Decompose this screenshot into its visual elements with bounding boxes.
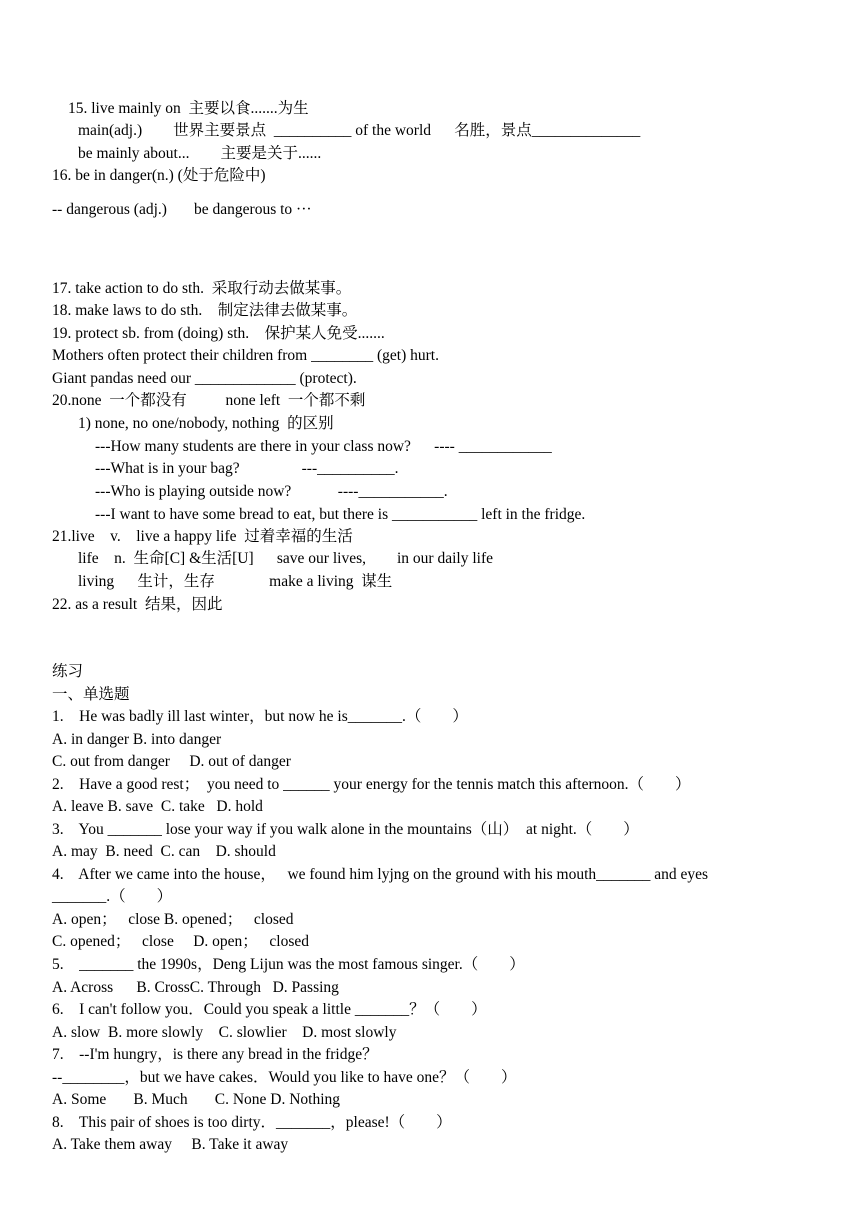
note-15-main: main(adj.) 世界主要景点 __________ of the world 名胜，景点______________ <box>78 122 641 139</box>
note-17: 17. take action to do sth. 采取行动去做某事。 <box>52 280 352 297</box>
question-1: 1. He was badly ill last winter，but now he is_______.（ ） <box>52 708 468 725</box>
note-20-question-1: ---How many students are there in your class now? ---- ____________ <box>95 438 552 455</box>
question-4-options-ab: A. open； close B. opened； closed <box>52 911 294 928</box>
question-7-continued: --________，but we have cakes．Would you like to have one？（ ） <box>52 1069 517 1086</box>
note-20: 20.none 一个都没有 none left 一个都不剩 <box>52 392 366 409</box>
note-16-dangerous: -- dangerous (adj.) be dangerous to ··· <box>52 201 312 218</box>
question-4: 4. After we came into the house， we found him lyjng on the ground with his mouth_______ and eyes <box>52 866 709 883</box>
question-4-continued: _______.（ ） <box>52 888 173 905</box>
question-8: 8. This pair of shoes is too dirty．_______，please!（ ） <box>52 1114 452 1131</box>
question-7: 7. --I'm hungry，is there any bread in the fridge？ <box>52 1046 378 1063</box>
note-20-question-2: ---What is in your bag? ---__________. <box>95 460 399 477</box>
note-21-living: living 生计，生存 make a living 谋生 <box>78 573 393 590</box>
note-15-title: 15. live mainly on 主要以食.......为生 <box>68 100 309 117</box>
question-3: 3. You _______ lose your way if you walk alone in the mountains（山） at night.（ ） <box>52 821 639 838</box>
question-6: 6. I can't follow you．Could you speak a little _______？（ ） <box>52 1001 487 1018</box>
note-15-about: be mainly about... 主要是关于...... <box>78 145 322 162</box>
question-2: 2. Have a good rest； you need to ______ your energy for the tennis match this afternoon.（ ） <box>52 776 691 793</box>
note-20-question-4: ---I want to have some bread to eat, but there is ___________ left in the fridge. <box>95 506 586 523</box>
note-16-title: 16. be in danger(n.) (处于危险中) <box>52 167 266 184</box>
question-6-options: A. slow B. more slowly C. slowlier D. most slowly <box>52 1024 397 1041</box>
note-19-example-2: Giant pandas need our _____________ (protect). <box>52 370 357 387</box>
note-22: 22. as a result 结果，因此 <box>52 596 223 613</box>
question-5: 5. _______ the 1990s，Deng Lijun was the most famous singer.（ ） <box>52 956 525 973</box>
note-21-life: life n. 生命[C] &生活[U] save our lives, in our daily life <box>78 550 493 567</box>
question-8-options: A. Take them away B. Take it away <box>52 1136 289 1153</box>
question-7-options: A. Some B. Much C. None D. Nothing <box>52 1091 341 1108</box>
note-20-question-3: ---Who is playing outside now? ----___________. <box>95 483 448 500</box>
question-1-options-cd: C. out from danger D. out of danger <box>52 753 291 770</box>
question-1-options-ab: A. in danger B. into danger <box>52 731 222 748</box>
note-20-difference: 1) none, no one/nobody, nothing 的区别 <box>78 415 334 432</box>
question-3-options: A. may B. need C. can D. should <box>52 843 276 860</box>
exercise-section: 一、单选题 <box>52 686 130 703</box>
note-18: 18. make laws to do sth. 制定法律去做某事。 <box>52 302 358 319</box>
exercise-title: 练习 <box>52 663 84 680</box>
question-2-options: A. leave B. save C. take D. hold <box>52 798 263 815</box>
question-5-options: A. Across B. CrossC. Through D. Passing <box>52 979 339 996</box>
question-4-options-cd: C. opened； close D. open； closed <box>52 933 309 950</box>
note-19: 19. protect sb. from (doing) sth. 保护某人免受....... <box>52 325 385 342</box>
note-21-live: 21.live v. live a happy life 过着幸福的生活 <box>52 528 353 545</box>
note-19-example-1: Mothers often protect their children from ________ (get) hurt. <box>52 347 439 364</box>
